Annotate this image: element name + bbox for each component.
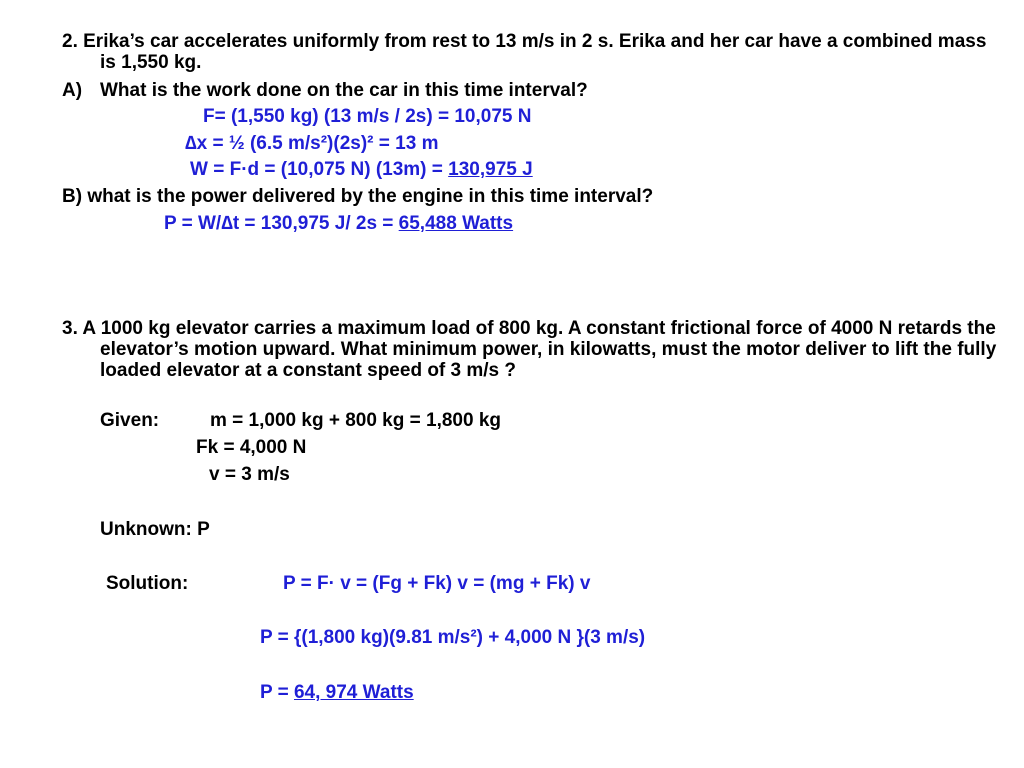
solution-formula: P = <box>260 682 294 703</box>
work-answer: 130,975 J <box>448 159 533 180</box>
displacement-formula: x = ½ (6.5 m/s²)(2s)² = 13 m <box>196 133 439 154</box>
delta-symbol: ∆ <box>185 133 197 154</box>
unknown-line: Unknown: P <box>100 519 210 540</box>
given-mass-row <box>100 410 501 431</box>
work-equation <box>190 159 533 180</box>
displacement-equation <box>185 133 438 154</box>
force-equation: F= (1,550 kg) (13 m/s / 2s) = 10,075 N <box>203 106 532 127</box>
part-a-label: A) <box>62 80 83 101</box>
power-formula: P = W/∆t = 130,975 J/ 2s = <box>164 213 399 234</box>
problem-2-part-b: B) what is the power delivered by the engine in this time interval? <box>62 186 654 207</box>
solution-answer: 64, 974 Watts <box>293 682 414 703</box>
work-formula: W = F·d = (10,075 N) (13m) = <box>190 159 449 180</box>
given-speed: v = 3 m/s <box>209 464 290 485</box>
problem-2-statement: 2. Erika’s car accelerates uniformly from rest to 13 m/s in 2 s. Erika and her car have a combined mass is 1,550 kg. <box>62 31 987 73</box>
power-equation <box>164 213 513 234</box>
solution-label: Solution: <box>106 573 189 594</box>
solution-equation-1: P = F· v = (Fg + Fk) v = (mg + Fk) v <box>283 573 591 594</box>
given-friction: Fk = 4,000 N <box>196 437 307 458</box>
solution-equation-3 <box>260 682 414 703</box>
solution-equation-2: P = {(1,800 kg)(9.81 m/s²) + 4,000 N }(3 m/s) <box>260 627 646 648</box>
part-a-question: What is the work done on the car in this time interval? <box>100 80 588 101</box>
power-answer: 65,488 Watts <box>398 213 514 234</box>
given-mass: m = 1,000 kg + 800 kg = 1,800 kg <box>210 410 502 431</box>
problem-3-statement: 3. A 1000 kg elevator carries a maximum load of 800 kg. A constant frictional force of 4000 N retards the elevator’s motion upward. What minimum power, in kilowatts, must the motor deliver to lift the fully loaded elevator at a constant speed of 3 m/s ? <box>62 318 997 381</box>
given-label: Given: <box>100 410 160 431</box>
problem-2-part-a <box>62 80 588 101</box>
